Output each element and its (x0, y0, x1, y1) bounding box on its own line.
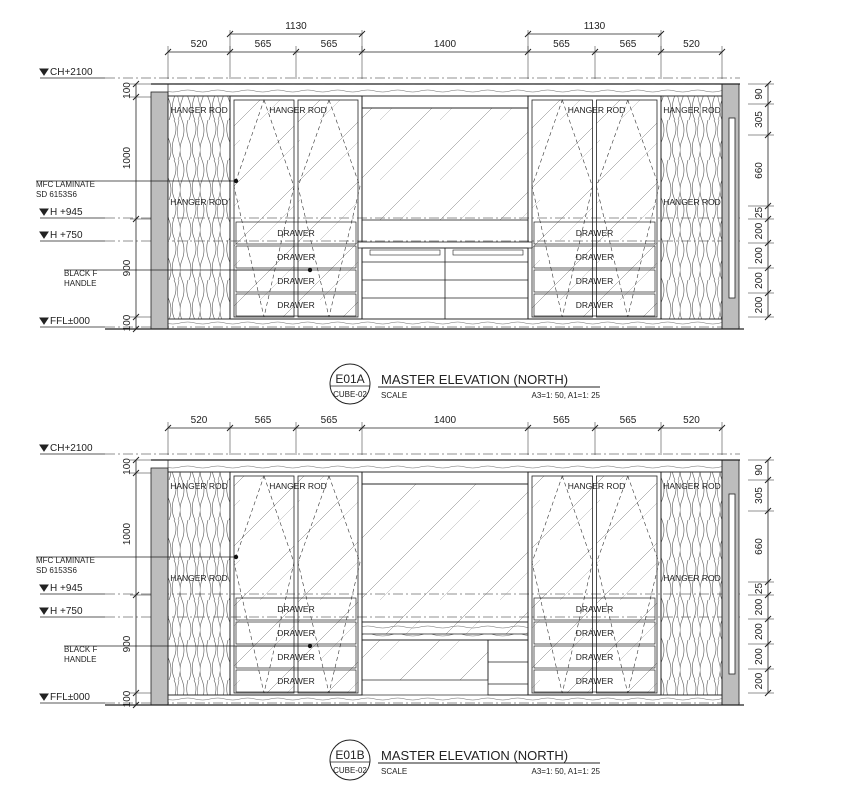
left-wall (151, 92, 168, 329)
mirror-panel (362, 108, 528, 220)
laminate-note: MFC LAMINATE (36, 180, 95, 189)
level-triangle (40, 445, 48, 451)
dim-value: 1400 (433, 39, 457, 50)
level-triangle (40, 69, 48, 75)
side-panel-right (661, 472, 722, 695)
plinth (168, 695, 722, 705)
level-label: CH+2100 (50, 443, 93, 454)
right-dimension-chain (748, 457, 774, 696)
drawing-title: MASTER ELEVATION (NORTH) (381, 748, 569, 763)
centre-header (362, 96, 528, 108)
hanger-rod-label: HANGER ROD (269, 105, 327, 115)
drawer-label: DRAWER (277, 228, 315, 238)
level-triangle (40, 694, 48, 700)
dim-value: 520 (190, 39, 208, 50)
dim-value: 200 (754, 296, 765, 314)
dim-value: 1000 (122, 146, 133, 170)
dim-value: 1400 (433, 415, 457, 426)
drawer-label: DRAWER (277, 276, 315, 286)
hanger-rod-label: HANGER ROD (170, 573, 228, 583)
drawing-code: E01B (335, 748, 365, 762)
dresser-top (358, 242, 532, 248)
drawer-label: DRAWER (277, 252, 315, 262)
scale-label: SCALE (381, 391, 408, 400)
dresser-handle (370, 250, 440, 255)
leader-dot (234, 179, 238, 183)
drawer-label: DRAWER (277, 628, 315, 638)
dim-value: 565 (553, 39, 570, 50)
level-label: CH+2100 (50, 67, 93, 78)
wardrobe-bay-left (230, 96, 362, 319)
drawing-code: E01A (335, 372, 365, 386)
dresser-handle (453, 250, 523, 255)
wardrobe-bay-right (528, 96, 661, 319)
dim-value: 305 (754, 111, 765, 128)
drawer-label: DRAWER (277, 652, 315, 662)
side-panel-right (661, 96, 722, 319)
drawer-label: DRAWER (575, 300, 614, 310)
hanger-rod-label: HANGER ROD (663, 197, 721, 207)
scale-value: A3=1: 50, A1=1: 25 (531, 391, 600, 400)
dim-value: 565 (254, 39, 272, 50)
dim-value: 200 (754, 222, 765, 240)
top-bulkhead (168, 84, 722, 96)
level-label: FFL±000 (50, 316, 90, 327)
dim-value: 25 (754, 582, 765, 595)
handle-note: HANDLE (64, 279, 97, 288)
hanger-rod-label: HANGER ROD (663, 105, 721, 115)
dim-value: 305 (754, 487, 765, 504)
side-panel-left (168, 472, 230, 695)
side-panel-left (168, 96, 230, 319)
dim-value: 25 (754, 206, 765, 219)
laminate-note: SD 6153S6 (36, 566, 77, 575)
right-dimension-chain (748, 81, 774, 320)
dim-value: 565 (320, 39, 338, 50)
dim-value: 200 (754, 648, 765, 665)
drawer-label: DRAWER (575, 604, 614, 614)
wardrobe-bay-right (528, 472, 661, 695)
centre-header (362, 472, 528, 484)
dim-value: 660 (754, 538, 765, 555)
hanger-rod-label: HANGER ROD (567, 481, 626, 491)
dim-value: 200 (754, 272, 765, 289)
wardrobe-bay-left (230, 472, 362, 695)
drawer-label: DRAWER (575, 228, 614, 238)
dim-value: 565 (320, 415, 338, 426)
level-triangle (40, 585, 48, 591)
right-wall-frame (729, 494, 735, 674)
vanity-shelf (362, 622, 528, 640)
top-bulkhead (168, 460, 722, 472)
handle-note: BLACK F (64, 269, 98, 278)
drawer-label: DRAWER (575, 252, 614, 262)
level-triangle (40, 318, 48, 324)
top-dimension-chain (165, 415, 725, 455)
sheet-reference: CUBE-02 (333, 390, 367, 399)
leader-dot (308, 268, 312, 272)
level-triangle (40, 232, 48, 238)
level-label: H +750 (50, 230, 83, 241)
plinth (168, 319, 722, 329)
elevation-e01a (36, 21, 774, 404)
level-label: H +945 (50, 207, 83, 218)
handle-note: HANDLE (64, 655, 97, 664)
laminate-note: MFC LAMINATE (36, 556, 95, 565)
drawer-label: DRAWER (277, 676, 315, 686)
hanger-rod-label: HANGER ROD (663, 573, 721, 583)
drawer-label: DRAWER (575, 676, 614, 686)
scale-value: A3=1: 50, A1=1: 25 (531, 767, 600, 776)
left-dimension-chain (122, 81, 152, 332)
dim-value: 100 (122, 458, 133, 475)
dim-value: 565 (553, 415, 570, 426)
top-dimension-chain (165, 39, 725, 79)
leader-dot (234, 555, 238, 559)
side-cabinet (488, 640, 528, 695)
scale-label: SCALE (381, 767, 408, 776)
level-triangle (40, 209, 48, 215)
dim-value: 200 (754, 672, 765, 690)
level-label: FFL±000 (50, 692, 90, 703)
drawer-label: DRAWER (277, 604, 315, 614)
dim-value: 100 (122, 690, 133, 708)
mirror-panel (362, 484, 528, 634)
drawer-label: DRAWER (575, 652, 614, 662)
dim-value: 520 (683, 415, 700, 426)
left-wall (151, 468, 168, 705)
laminate-note: SD 6153S6 (36, 190, 77, 199)
title-block (330, 740, 601, 780)
hanger-rod-label: HANGER ROD (170, 105, 228, 115)
sheet-reference: CUBE-02 (333, 766, 367, 775)
hanger-rod-label: HANGER ROD (663, 481, 721, 491)
drawing-title: MASTER ELEVATION (NORTH) (381, 372, 569, 387)
centre-bay (362, 472, 528, 695)
level-triangle (40, 608, 48, 614)
hanger-rod-label: HANGER ROD (567, 105, 626, 115)
dim-value: 90 (754, 88, 765, 100)
level-label: H +750 (50, 606, 83, 617)
overall-dim-value: 1130 (285, 21, 307, 32)
drawer-label: DRAWER (277, 300, 315, 310)
dim-value: 660 (754, 162, 765, 179)
dim-value: 900 (122, 259, 133, 277)
dim-value: 565 (619, 415, 637, 426)
level-label: H +945 (50, 583, 83, 594)
right-wall-frame (729, 118, 735, 298)
hanger-rod-label: HANGER ROD (170, 481, 228, 491)
dim-value: 565 (619, 39, 637, 50)
dim-value: 520 (190, 415, 208, 426)
hanger-rod-label: HANGER ROD (170, 197, 228, 207)
dim-value: 900 (122, 635, 133, 653)
dim-value: 200 (754, 598, 765, 616)
hanger-rod-label: HANGER ROD (269, 481, 327, 491)
dim-value: 100 (122, 82, 133, 99)
overall-dim-value: 1130 (583, 21, 606, 32)
leader-dot (308, 644, 312, 648)
dim-value: 1000 (122, 522, 133, 546)
dim-value: 200 (754, 623, 765, 640)
drawer-label: DRAWER (575, 276, 614, 286)
dim-value: 520 (683, 39, 700, 50)
title-block (330, 364, 601, 404)
centre-bay (358, 96, 532, 319)
dim-value: 565 (254, 415, 272, 426)
dim-value: 100 (122, 314, 133, 332)
elevation-e01b (36, 415, 774, 780)
mirror-lower (362, 640, 488, 680)
dim-value: 90 (754, 464, 765, 476)
drawer-label: DRAWER (575, 628, 614, 638)
dim-value: 200 (754, 247, 765, 264)
handle-note: BLACK F (64, 645, 98, 654)
left-dimension-chain (122, 457, 152, 708)
